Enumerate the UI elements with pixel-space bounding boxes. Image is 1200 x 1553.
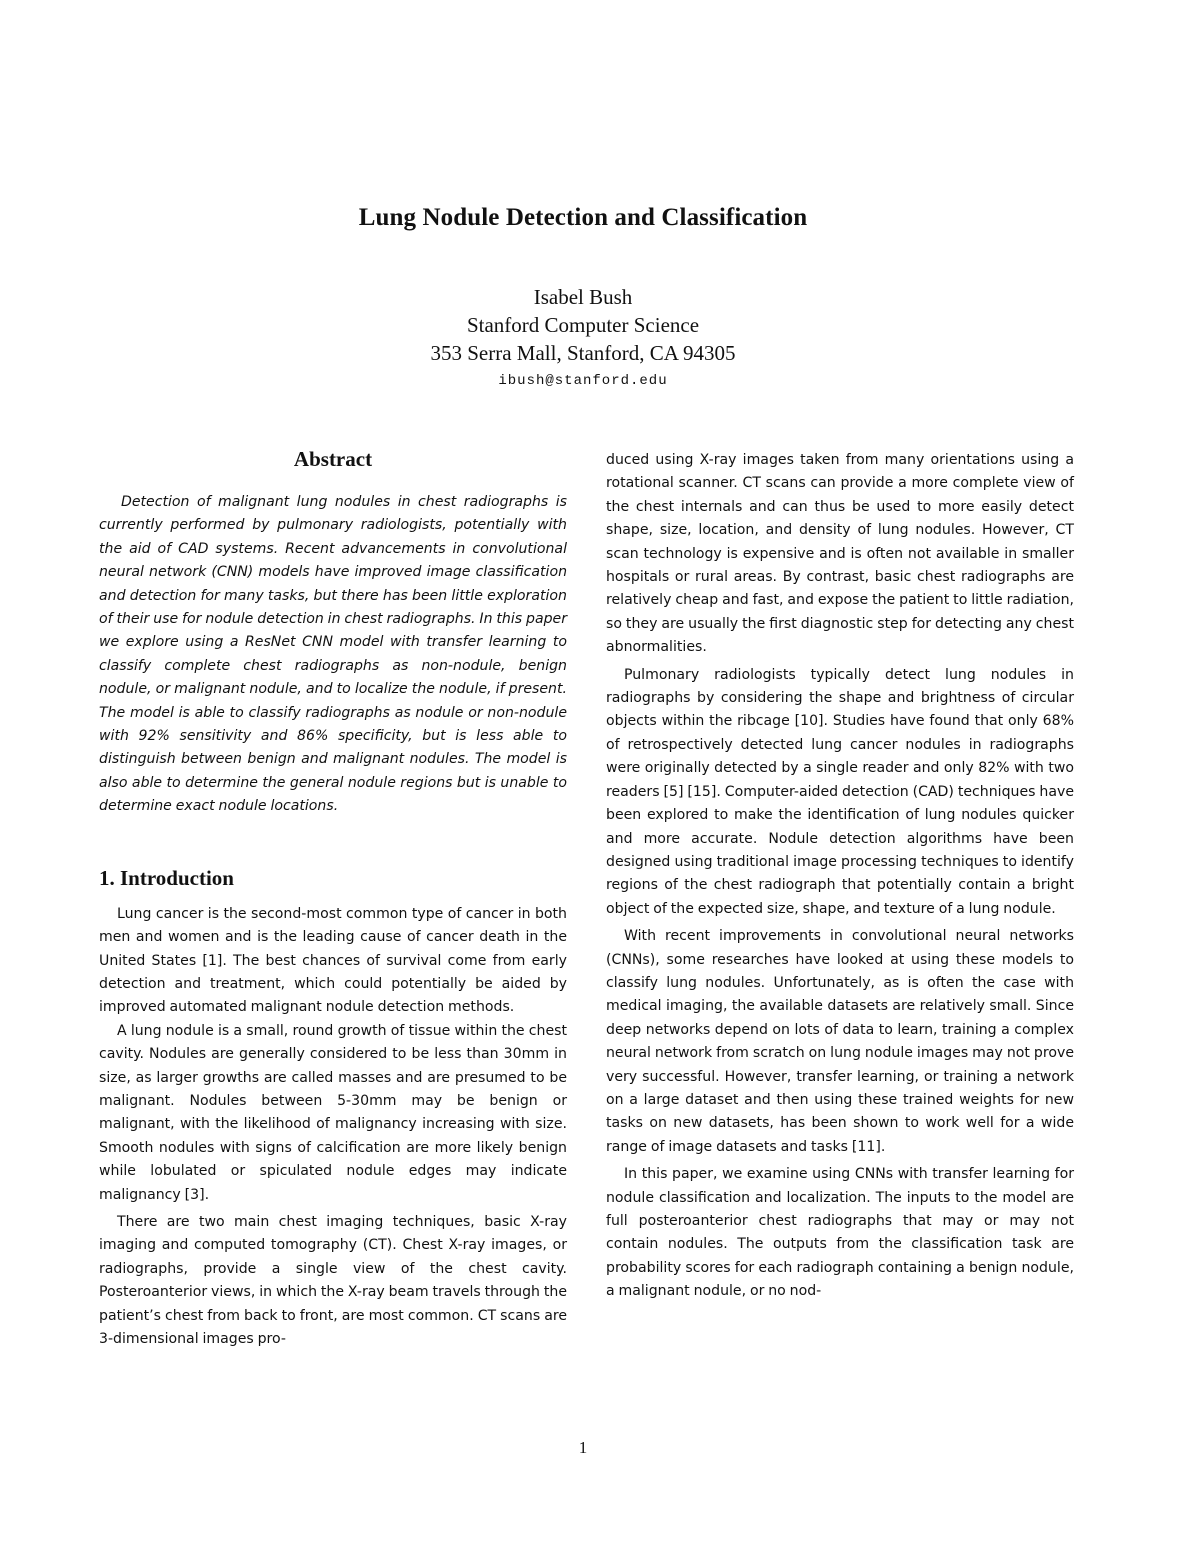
introduction-heading: 1. Introduction [99, 865, 234, 890]
intro-paragraph: There are two main chest imaging techniques, basic X-ray imaging and computed tomography (CT). Chest X-ray images, or radiographs, provide a single view of the chest cavity. Posteroanterior views, in which the X-ray beam travels through the patient’s chest from back to front, are most common. CT scans are 3-dimensional images pro- [99, 1213, 567, 1347]
paper-title: Lung Nodule Detection and Classification [358, 204, 808, 231]
author-address: 353 Serra Mall, Stanford, CA 94305 [430, 341, 736, 365]
author-affiliation: Stanford Computer Science [466, 313, 700, 337]
abstract-heading: Abstract [293, 447, 373, 471]
page-number: 1 [578, 1438, 588, 1457]
left-column [99, 446, 567, 1351]
abstract-text: Detection of malignant lung nodules in chest radiographs is currently performed by pulmonary radiologists, potentially with the aid of CAD systems. Recent advancements in convolutional neural network (CNN) models have improved image classification and detection for many tasks, but there has been little exploration of their use for nodule detection in chest radiographs. In this paper we explore using a ResNet CNN model with transfer learning to classify complete chest radiographs as non-nodule, benign nodule, or malignant nodule, and to localize the nodule, if present. The model is able to classify radiographs as nodule or non-nodule with 92% sensitivity and 86% specificity, but is less able to distinguish between benign and malignant nodules. The model is also able to determine the general nodule regions but is unable to determine exact nodule locations. [99, 494, 567, 815]
author-email: ibush@stanford.edu [498, 373, 668, 389]
intro-paragraph: With recent improvements in convolutional neural networks (CNNs), some researches have looked at using these models to classify lung nodules. Unfortunately, as is often the case with medical imaging, the available datasets are relatively small. Since deep networks depend on lots of data to learn, training a complex neural network from scratch on lung nodule images may not prove very successful. However, transfer learning, or training a network on a large dataset and then using these trained weights for new tasks on new datasets, has been shown to work well for a wide range of image datasets and tasks [11]. [606, 928, 1074, 1155]
intro-paragraph: Lung cancer is the second-most common type of cancer in both men and women and is the leading cause of cancer death in the United States [1]. The best chances of survival come from early detection and treatment, which could potentially be aided by improved automated malignant nodule detection methods. [99, 905, 567, 1016]
intro-paragraph: Pulmonary radiologists typically detect lung nodules in radiographs by considering the shape and brightness of circular objects within the ribcage [10]. Studies have found that only 68% of retrospectively detected lung cancer nodules in radiographs were originally detected by a single reader and only 82% with two readers [5] [15]. Computer-aided detection (CAD) techniques have been explored to make the identification of lung nodules quicker and more accurate. Nodule detection algorithms have been designed using traditional image processing techniques to identify regions of the chest radiograph that potentially contain a bright object of the expected size, shape, and texture of a lung nodule. [606, 666, 1074, 917]
intro-paragraph: A lung nodule is a small, round growth of tissue within the chest cavity. Nodules are generally considered to be less than 30mm in size, as larger growths are called masses and are presumed to be malignant. Nodules between 5-30mm may be benign or malignant, with the likelihood of malignancy increasing with size. Smooth nodules with signs of calcification are more likely benign while lobulated or spiculated nodule edges may indicate malignancy [3]. [99, 1022, 567, 1203]
intro-paragraph-continued: duced using X-ray images taken from many orientations using a rotational scanner. CT scans can provide a more complete view of the chest internals and can thus be used to more easily detect shape, size, location, and density of lung nodules. However, CT scan technology is expensive and is often not available in smaller hospitals or rural areas. By contrast, basic chest radiographs are relatively cheap and fast, and expose the patient to little radiation, so they are usually the first diagnostic step for detecting any chest abnormalities. [606, 452, 1074, 656]
right-column [606, 449, 1074, 1304]
author-name: Isabel Bush [533, 285, 633, 309]
intro-paragraph: In this paper, we examine using CNNs with transfer learning for nodule classification and localization. The inputs to the model are full posteroanterior chest radiographs that may or may not contain nodules. The outputs from the classification task are probability scores for each radiograph containing a benign nodule, a malignant nodule, or no nod- [606, 1166, 1074, 1300]
author-block [0, 283, 1166, 395]
